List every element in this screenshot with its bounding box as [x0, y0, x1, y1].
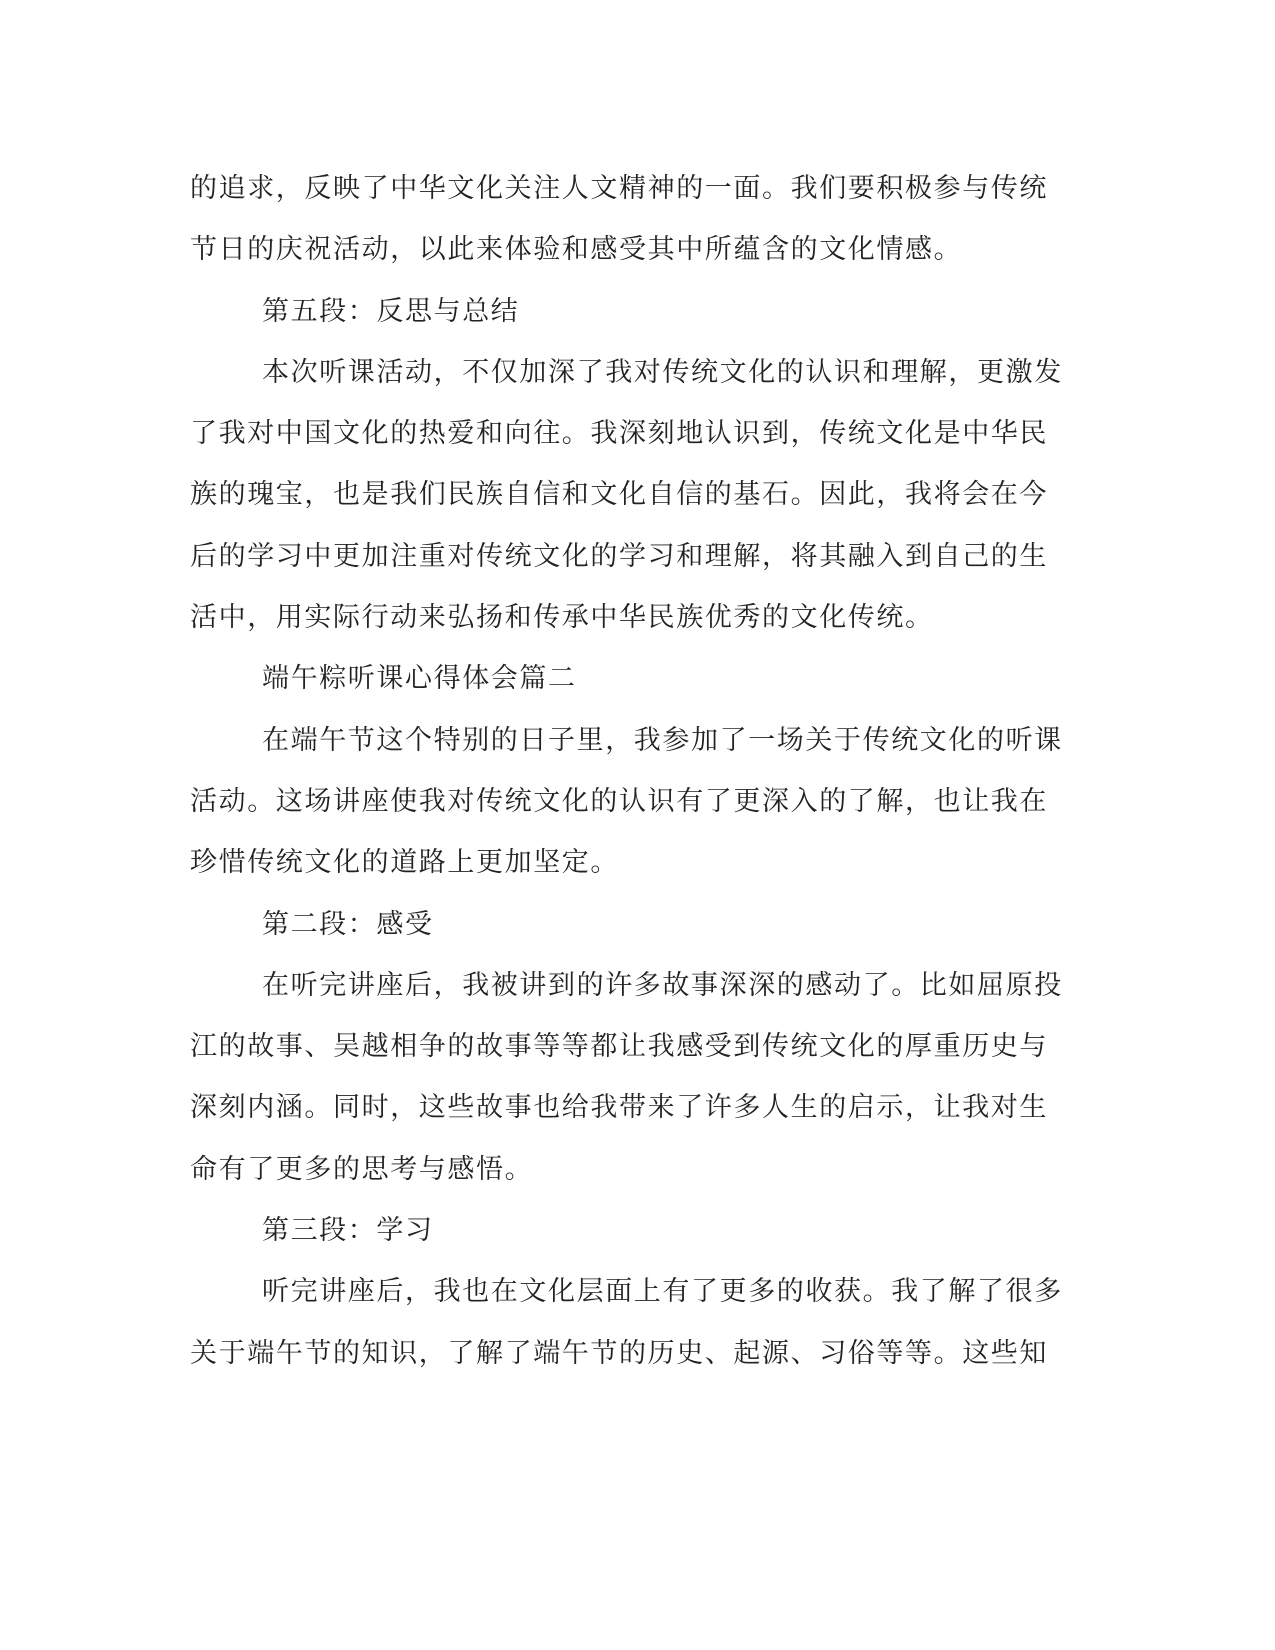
section-heading-5: 第五段：反思与总结: [262, 295, 520, 327]
text-line-11: 活动。这场讲座使我对传统文化的认识有了更深入的了解，也让我在: [190, 785, 1048, 817]
article-title-2: 端午粽听课心得体会篇二: [262, 663, 577, 695]
section-heading-2: 第二段：感受: [262, 908, 434, 940]
text-line-19: 听完讲座后，我也在文化层面上有了更多的收获。我了解了很多: [262, 1276, 1063, 1308]
text-line-1: 的追求，反映了中华文化关注人文精神的一面。我们要积极参与传统: [190, 173, 1048, 204]
text-line-17: 命有了更多的思考与感悟。: [190, 1153, 534, 1185]
text-line-4: 本次听课活动，不仅加深了我对传统文化的认识和理解，更激发: [262, 356, 1063, 388]
document-body: [190, 158, 1090, 1384]
text-line-2: 节日的庆祝活动，以此来体验和感受其中所蕴含的文化情感。: [190, 234, 963, 266]
text-line-7: 后的学习中更加注重对传统文化的学习和理解，将其融入到自己的生: [190, 540, 1048, 572]
section-heading-3: 第三段：学习: [262, 1215, 434, 1247]
text-line-12: 珍惜传统文化的道路上更加坚定。: [190, 847, 619, 879]
text-line-8: 活中，用实际行动来弘扬和传承中华民族优秀的文化传统。: [190, 602, 934, 634]
text-line-10: 在端午节这个特别的日子里，我参加了一场关于传统文化的听课: [262, 724, 1063, 756]
text-line-16: 深刻内涵。同时，这些故事也给我带来了许多人生的启示，让我对生: [190, 1092, 1048, 1124]
text-line-14: 在听完讲座后，我被讲到的许多故事深深的感动了。比如屈原投: [262, 969, 1063, 1001]
text-line-6: 族的瑰宝，也是我们民族自信和文化自信的基石。因此，我将会在今: [190, 479, 1048, 511]
text-line-5: 了我对中国文化的热爱和向往。我深刻地认识到，传统文化是中华民: [190, 418, 1048, 450]
text-line-20: 关于端午节的知识，了解了端午节的历史、起源、习俗等等。这些知: [190, 1337, 1048, 1369]
text-line-15: 江的故事、吴越相争的故事等等都让我感受到传统文化的厚重历史与: [190, 1031, 1048, 1063]
